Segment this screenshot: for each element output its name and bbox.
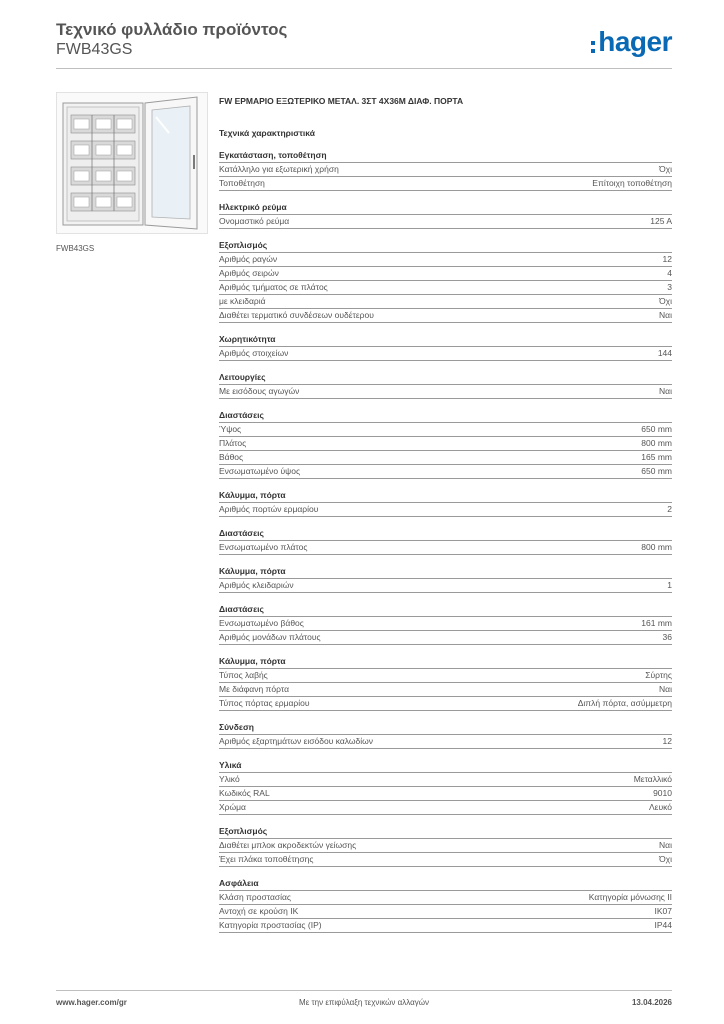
spec-label: Ύψος	[219, 424, 242, 434]
page-footer	[56, 998, 672, 1010]
spec-label: Υλικό	[219, 774, 240, 784]
product-image	[56, 92, 208, 234]
spec-value: Ναι	[659, 840, 672, 850]
technical-characteristics-heading: Τεχνικά χαρακτηριστικά	[219, 128, 315, 138]
spec-row	[219, 852, 672, 866]
spec-label: Διαθέτει μπλοκ ακροδεκτών γείωσης	[219, 840, 357, 850]
spec-value: 165 mm	[641, 452, 672, 462]
spec-value: 12	[662, 736, 672, 746]
spec-label: Τύπος πόρτας ερμαρίου	[219, 698, 310, 708]
footer-date: 13.04.2026	[631, 998, 672, 1007]
spec-row	[219, 450, 672, 464]
footer-notice: Με την επιφύλαξη τεχνικών αλλαγών	[299, 998, 429, 1007]
header-divider	[56, 68, 672, 69]
spec-value: 36	[662, 632, 672, 642]
spec-label: Αριθμός ραγών	[219, 254, 278, 264]
spec-value: 3	[667, 282, 672, 292]
spec-table	[219, 214, 672, 229]
spec-table	[219, 668, 672, 711]
spec-label: Ονομαστικό ρεύμα	[219, 216, 290, 226]
spec-row	[219, 436, 672, 450]
section-title: Κάλυμμα, πόρτα	[219, 566, 286, 576]
spec-value: 650 mm	[641, 466, 672, 476]
spec-row	[219, 540, 672, 554]
section-title: Ηλεκτρικό ρεύμα	[219, 202, 287, 212]
spec-label: Τοποθέτηση	[219, 178, 265, 188]
spec-table	[219, 772, 672, 815]
spec-table	[219, 616, 672, 645]
spec-label: Κατηγορία προστασίας (IP)	[219, 920, 322, 930]
spec-row	[219, 280, 672, 294]
spec-label: Ενσωματωμένο ύψος	[219, 466, 301, 476]
hager-logo: hager	[591, 26, 672, 58]
spec-value: 125 A	[650, 216, 672, 226]
spec-row	[219, 502, 672, 516]
footer-divider	[56, 990, 672, 991]
spec-label: Χρώμα	[219, 802, 246, 812]
spec-row	[219, 630, 672, 644]
spec-row	[219, 904, 672, 918]
spec-table	[219, 734, 672, 749]
product-name: FW ΕΡΜΑΡΙΟ ΕΞΩΤΕΡΙΚΟ ΜΕΤΑΛ. 3ΣΤ 4Χ36Μ ΔΙΑΦ. ΠΟΡΤΑ	[219, 96, 464, 106]
document-title: Τεχνικό φυλλάδιο προϊόντος	[56, 20, 288, 39]
section-title: Εξοπλισμός	[219, 826, 268, 836]
spec-value: Λευκό	[649, 802, 672, 812]
spec-value: IK07	[654, 906, 672, 916]
spec-row	[219, 772, 672, 786]
spec-value: Όχι	[659, 854, 672, 864]
spec-value: 2	[667, 504, 672, 514]
spec-value: 4	[667, 268, 672, 278]
spec-value: 800 mm	[641, 438, 672, 448]
spec-value: Όχι	[659, 164, 672, 174]
section-title: Κάλυμμα, πόρτα	[219, 490, 286, 500]
spec-label: Αριθμός σειρών	[219, 268, 279, 278]
spec-value: 144	[657, 348, 672, 358]
spec-table	[219, 422, 672, 479]
spec-value: Διπλή πόρτα, ασύμμετρη	[577, 698, 672, 708]
spec-value: 650 mm	[641, 424, 672, 434]
spec-label: Ενσωματωμένο βάθος	[219, 618, 304, 628]
spec-label: Ενσωματωμένο πλάτος	[219, 542, 308, 552]
spec-row	[219, 162, 672, 176]
section-title: Υλικά	[219, 760, 242, 770]
spec-row	[219, 696, 672, 710]
spec-label: Αριθμός εξαρτημάτων εισόδου καλωδίων	[219, 736, 374, 746]
spec-label: Αριθμός μονάδων πλάτους	[219, 632, 321, 642]
spec-row	[219, 800, 672, 814]
spec-label: Αντοχή σε κρούση IK	[219, 906, 299, 916]
spec-table	[219, 252, 672, 323]
product-code: FWB43GS	[56, 41, 133, 58]
spec-table	[219, 162, 672, 191]
page-header	[56, 20, 672, 70]
spec-label: Κατάλληλο για εξωτερική χρήση	[219, 164, 339, 174]
spec-label: Τύπος λαβής	[219, 670, 268, 680]
spec-value: 161 mm	[641, 618, 672, 628]
spec-row	[219, 464, 672, 478]
spec-value: Σύρτης	[645, 670, 672, 680]
section-title: Εγκατάσταση, τοποθέτηση	[219, 150, 327, 160]
spec-label: Κωδικός RAL	[219, 788, 270, 798]
spec-label: Αριθμός τμήματος σε πλάτος	[219, 282, 328, 292]
section-title: Λειτουργίες	[219, 372, 266, 382]
spec-label: Με εισόδους αγωγών	[219, 386, 300, 396]
spec-label: Αριθμός στοιχείων	[219, 348, 289, 358]
spec-label: Αριθμός πορτών ερμαρίου	[219, 504, 319, 514]
spec-table	[219, 890, 672, 933]
spec-value: 1	[667, 580, 672, 590]
spec-row	[219, 384, 672, 398]
section-title: Διαστάσεις	[219, 528, 264, 538]
spec-label: με κλειδαριά	[219, 296, 266, 306]
spec-row	[219, 294, 672, 308]
spec-label: Διαθέτει τερματικό συνδέσεων ουδέτερου	[219, 310, 374, 320]
spec-value: Μεταλλικό	[633, 774, 672, 784]
spec-table	[219, 540, 672, 555]
spec-label: Βάθος	[219, 452, 244, 462]
product-specifications	[219, 96, 672, 933]
spec-label: Έχει πλάκα τοποθέτησης	[219, 854, 314, 864]
spec-table	[219, 346, 672, 361]
section-title: Σύνδεση	[219, 722, 254, 732]
spec-row	[219, 266, 672, 280]
footer-website: www.hager.com/gr	[56, 998, 127, 1007]
spec-row	[219, 346, 672, 360]
section-title: Διαστάσεις	[219, 410, 264, 420]
section-title: Χωρητικότητα	[219, 334, 276, 344]
spec-row	[219, 176, 672, 190]
spec-value: 9010	[653, 788, 672, 798]
spec-value: 800 mm	[641, 542, 672, 552]
spec-row	[219, 786, 672, 800]
spec-value: Ναι	[659, 386, 672, 396]
image-caption: FWB43GS	[56, 244, 95, 253]
spec-row	[219, 838, 672, 852]
section-title: Εξοπλισμός	[219, 240, 268, 250]
spec-row	[219, 252, 672, 266]
spec-label: Με διάφανη πόρτα	[219, 684, 289, 694]
spec-label: Πλάτος	[219, 438, 247, 448]
spec-row	[219, 616, 672, 630]
spec-table	[219, 838, 672, 867]
spec-sections	[219, 149, 672, 933]
spec-row	[219, 308, 672, 322]
spec-row	[219, 890, 672, 904]
section-title: Κάλυμμα, πόρτα	[219, 656, 286, 666]
spec-value: Ναι	[659, 310, 672, 320]
cabinet-illustration	[57, 93, 207, 233]
spec-value: 12	[662, 254, 672, 264]
spec-row	[219, 734, 672, 748]
spec-table	[219, 578, 672, 593]
section-title: Διαστάσεις	[219, 604, 264, 614]
spec-table	[219, 502, 672, 517]
spec-value: Ναι	[659, 684, 672, 694]
section-title: Ασφάλεια	[219, 878, 259, 888]
logo-dots-icon	[591, 41, 596, 53]
spec-row	[219, 682, 672, 696]
spec-row	[219, 214, 672, 228]
spec-table	[219, 384, 672, 399]
spec-value: Όχι	[659, 296, 672, 306]
spec-row	[219, 668, 672, 682]
spec-value: IP44	[654, 920, 672, 930]
spec-row	[219, 422, 672, 436]
spec-row	[219, 578, 672, 592]
spec-row	[219, 918, 672, 932]
spec-label: Κλάση προστασίας	[219, 892, 292, 902]
spec-value: Κατηγορία μόνωσης II	[588, 892, 672, 902]
spec-label: Αριθμός κλειδαριών	[219, 580, 294, 590]
spec-value: Επίτοιχη τοποθέτηση	[592, 178, 672, 188]
